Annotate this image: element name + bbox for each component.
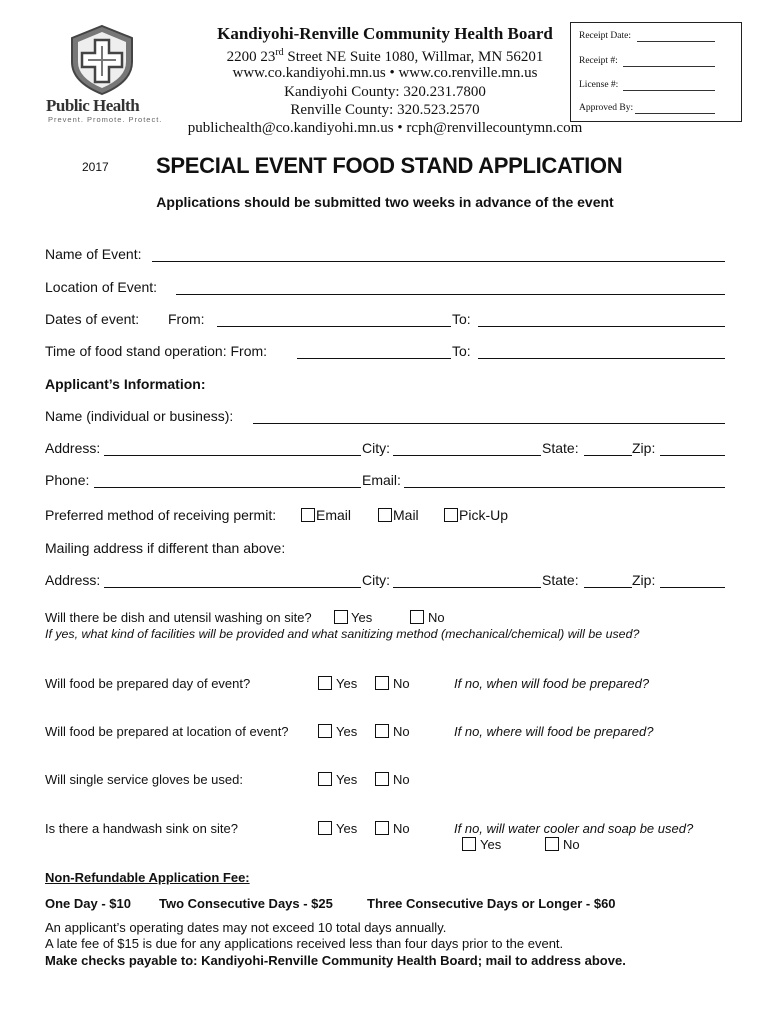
- address-label: Address:: [45, 440, 101, 456]
- zip-input[interactable]: [660, 455, 725, 456]
- dates-from-input[interactable]: [217, 326, 451, 327]
- dates-from-label: From:: [168, 311, 205, 327]
- logo-brand: Public Health: [46, 96, 140, 115]
- approved-by-line[interactable]: [635, 113, 715, 114]
- phone-input[interactable]: [94, 487, 361, 488]
- fee-one-day: One Day - $10: [45, 896, 131, 911]
- prep-loc-yes-label: Yes: [336, 724, 358, 739]
- prep-loc-no-label: No: [393, 724, 410, 739]
- receipt-number-line[interactable]: [623, 66, 715, 67]
- sink-no-label: No: [393, 821, 410, 836]
- sink-question: Is there a handwash sink on site?: [45, 821, 238, 836]
- dish-yes-checkbox[interactable]: [334, 610, 348, 624]
- event-name-label: Name of Event:: [45, 246, 142, 262]
- dish-no-label: No: [428, 610, 445, 625]
- address-suffix: rd: [275, 47, 284, 58]
- address-street-number: 2200 23: [226, 49, 276, 65]
- applicant-name-input[interactable]: [253, 423, 725, 424]
- approved-by-label: Approved By:: [579, 103, 634, 113]
- website-kandiyohi: www.co.kandiyohi.mn.us: [232, 65, 386, 81]
- time-to-label: To:: [452, 343, 471, 359]
- permit-pickup-label: Pick-Up: [459, 507, 509, 523]
- city-input[interactable]: [393, 455, 541, 456]
- zip-label: Zip:: [632, 440, 656, 456]
- dates-to-label: To:: [452, 311, 471, 327]
- mailing-zip-input[interactable]: [660, 587, 725, 588]
- org-address: [180, 44, 590, 66]
- receipt-date-label: Receipt Date:: [579, 31, 631, 41]
- permit-email-checkbox[interactable]: [301, 508, 315, 522]
- fee-heading: Non-Refundable Application Fee:: [45, 870, 250, 885]
- permit-method-label: Preferred method of receiving permit:: [45, 507, 277, 523]
- permit-mail-checkbox[interactable]: [378, 508, 392, 522]
- logo-tagline: Prevent. Promote. Protect.: [48, 115, 163, 124]
- gloves-yes-checkbox[interactable]: [318, 772, 332, 786]
- sink-yes-label: Yes: [336, 821, 358, 836]
- time-to-input[interactable]: [478, 358, 725, 359]
- prep-loc-followup: If no, where will food be prepared?: [454, 724, 654, 739]
- state-input[interactable]: [584, 455, 632, 456]
- address-input[interactable]: [104, 455, 361, 456]
- mailing-city-label: City:: [362, 572, 390, 588]
- cooler-yes-checkbox[interactable]: [462, 837, 476, 851]
- mailing-address-label: Address:: [45, 572, 101, 588]
- website-renville: www.co.renville.mn.us: [398, 65, 538, 81]
- gloves-no-label: No: [393, 772, 410, 787]
- org-name: Kandiyohi-Renville Community Health Board: [217, 24, 553, 43]
- dates-to-input[interactable]: [478, 326, 725, 327]
- prep-day-followup: If no, when will food be prepared?: [454, 676, 650, 691]
- sink-followup: If no, will water cooler and soap be used?: [454, 821, 694, 836]
- form-title: SPECIAL EVENT FOOD STAND APPLICATION: [156, 153, 623, 178]
- email-label: Email:: [362, 472, 401, 488]
- dish-no-checkbox[interactable]: [410, 610, 424, 624]
- cooler-yes-label: Yes: [480, 837, 502, 852]
- receipt-number-label: Receipt #:: [579, 56, 618, 66]
- gloves-question: Will single service gloves be used:: [45, 772, 243, 787]
- license-number-label: License #:: [579, 80, 619, 90]
- receipt-date-line[interactable]: [637, 41, 715, 42]
- fee-three-days: Three Consecutive Days or Longer - $60: [367, 896, 616, 911]
- office-use-box: [570, 22, 742, 122]
- mailing-address-input[interactable]: [104, 587, 361, 588]
- dates-label: Dates of event:: [45, 311, 140, 327]
- mailing-zip-label: Zip:: [632, 572, 656, 588]
- permit-mail-label: Mail: [393, 507, 419, 523]
- emails: [170, 119, 600, 137]
- event-location-input[interactable]: [176, 294, 725, 295]
- phone-kandiyohi: Kandiyohi County: 320.231.7800: [284, 84, 486, 100]
- gloves-yes-label: Yes: [336, 772, 358, 787]
- dish-followup: If yes, what kind of facilities will be provided and what sanitizing method (mechanical/chemical) will be used?: [45, 627, 640, 641]
- permit-pickup-checkbox[interactable]: [444, 508, 458, 522]
- prep-day-no-label: No: [393, 676, 410, 691]
- cooler-no-label: No: [563, 837, 580, 852]
- cooler-no-checkbox[interactable]: [545, 837, 559, 851]
- time-from-input[interactable]: [297, 358, 451, 359]
- event-name-input[interactable]: [152, 261, 725, 262]
- applicant-heading: Applicant’s Information:: [45, 376, 206, 392]
- prep-day-question: Will food be prepared day of event?: [45, 676, 251, 691]
- mailing-diff-label: Mailing address if different than above:: [45, 540, 286, 556]
- dish-yes-label: Yes: [351, 610, 373, 625]
- applicant-name-label: Name (individual or business):: [45, 408, 234, 424]
- email-renville: rcph@renvillecountymn.com: [406, 120, 583, 136]
- time-from-label: Time of food stand operation: From:: [45, 343, 268, 359]
- fee-two-days: Two Consecutive Days - $25: [159, 896, 333, 911]
- email-input[interactable]: [404, 487, 725, 488]
- websites: [180, 64, 590, 82]
- gloves-no-checkbox[interactable]: [375, 772, 389, 786]
- prep-day-yes-label: Yes: [336, 676, 358, 691]
- prep-loc-yes-checkbox[interactable]: [318, 724, 332, 738]
- shield-cross-icon: [66, 24, 138, 96]
- phone-label: Phone:: [45, 472, 90, 488]
- prep-loc-question: Will food be prepared at location of event?: [45, 724, 289, 739]
- public-health-logo: [44, 24, 164, 124]
- prep-day-no-checkbox[interactable]: [375, 676, 389, 690]
- event-location-label: Location of Event:: [45, 279, 158, 295]
- fee-note-max-days: An applicant’s operating dates may not exceed 10 total days annually.: [45, 920, 447, 935]
- dish-question: Will there be dish and utensil washing on site?: [45, 610, 312, 625]
- fee-note-payable: Make checks payable to: Kandiyohi-Renville Community Health Board; mail to address above.: [45, 953, 626, 968]
- mailing-city-input[interactable]: [393, 587, 541, 588]
- email-kandiyohi: publichealth@co.kandiyohi.mn.us: [187, 120, 394, 136]
- mailing-state-input[interactable]: [584, 587, 632, 588]
- form-year: 2017: [82, 160, 109, 174]
- sink-no-checkbox[interactable]: [375, 821, 389, 835]
- bullet-separator: •: [397, 120, 403, 136]
- prep-day-yes-checkbox[interactable]: [318, 676, 332, 690]
- bullet-separator: •: [389, 65, 395, 81]
- license-number-line[interactable]: [623, 90, 715, 91]
- prep-loc-no-checkbox[interactable]: [375, 724, 389, 738]
- city-label: City:: [362, 440, 390, 456]
- permit-email-label: Email: [316, 507, 352, 523]
- phone-renville: Renville County: 320.523.2570: [290, 102, 480, 118]
- address-rest: Street NE Suite 1080, Willmar, MN 56201: [283, 49, 544, 65]
- mailing-state-label: State:: [542, 572, 579, 588]
- sink-yes-checkbox[interactable]: [318, 821, 332, 835]
- state-label: State:: [542, 440, 579, 456]
- fee-note-late-fee: A late fee of $15 is due for any applications received less than four days prior to the event.: [45, 936, 564, 951]
- form-subtitle: Applications should be submitted two weeks in advance of the event: [156, 194, 614, 210]
